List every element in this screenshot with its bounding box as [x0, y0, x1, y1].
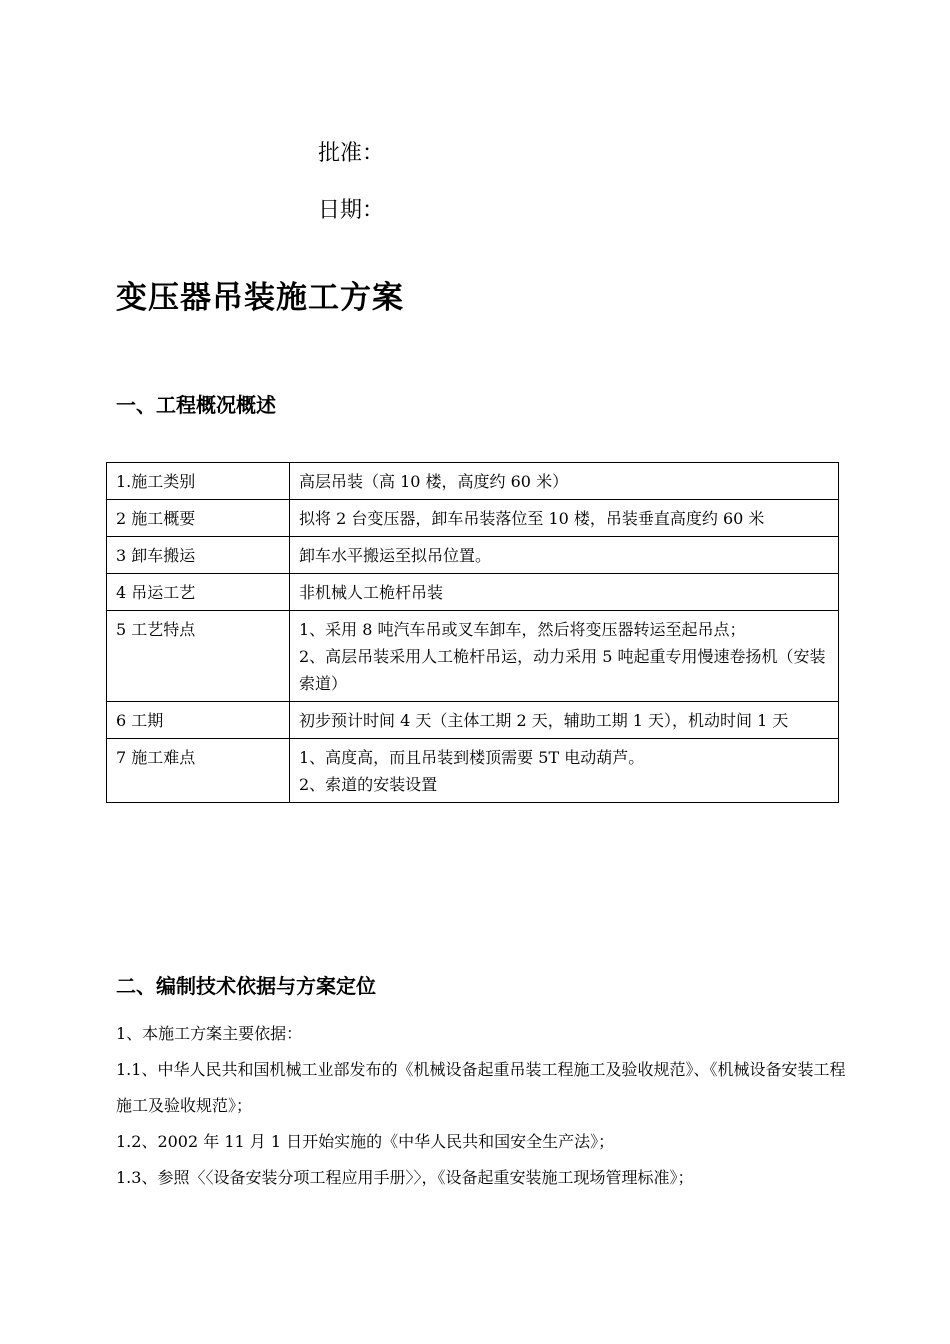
basis-paragraphs	[116, 1016, 846, 1196]
document-title: 变压器吊装施工方案	[116, 280, 404, 316]
row-value	[290, 500, 839, 537]
row-label: 4 吊运工艺	[107, 574, 290, 611]
row-label: 7 施工难点	[107, 739, 290, 803]
basis-paragraph: 1.3、参照〈〈设备安装分项工程应用手册〉〉，《设备起重安装施工现场管理标准》；	[116, 1168, 694, 1187]
row-label: 1.施工类别	[107, 463, 290, 500]
basis-paragraph: 1.2、2002 年 11 月 1 日开始实施的《中华人民共和国安全生产法》；	[116, 1132, 615, 1151]
row-value	[290, 537, 839, 574]
row-value	[290, 611, 839, 702]
table-row	[107, 574, 839, 611]
row-value-line: 1、高度高，而且吊装到楼顶需要 5T 电动葫芦。	[299, 748, 645, 767]
row-label: 3 卸车搬运	[107, 537, 290, 574]
table-row	[107, 537, 839, 574]
row-label: 2 施工概要	[107, 500, 290, 537]
row-value-line: 2、高层吊装采用人工桅杆吊运，动力采用 5 吨起重专用慢速卷扬机（安装索道）	[299, 647, 826, 693]
row-label: 5 工艺特点	[107, 611, 290, 702]
overview-table	[106, 462, 839, 803]
row-label: 6 工期	[107, 702, 290, 739]
table-row	[107, 611, 839, 702]
table-row	[107, 463, 839, 500]
row-value-line: 拟将 2 台变压器，卸车吊装落位至 10 楼，吊装垂直高度约 60 米	[299, 509, 765, 528]
basis-paragraph: 1、本施工方案主要依据：	[116, 1024, 303, 1043]
table-row	[107, 739, 839, 803]
date-label: 日期：	[318, 198, 385, 223]
table-row	[107, 702, 839, 739]
basis-paragraph: 1.1、中华人民共和国机械工业部发布的《机械设备起重吊装工程施工及验收规范》、《机械设备安装工程施工及验收规范》；	[116, 1060, 846, 1115]
row-value-line: 高层吊装（高 10 楼，高度约 60 米）	[299, 472, 569, 491]
row-value-line: 初步预计时间 4 天（主体工期 2 天，辅助工期 1 天），机动时间 1 天	[299, 711, 789, 730]
overview-table-body	[107, 463, 839, 803]
row-value-line: 非机械人工桅杆吊装	[299, 583, 444, 602]
table-row	[107, 500, 839, 537]
row-value-line: 卸车水平搬运至拟吊位置。	[299, 546, 492, 565]
row-value-line: 2、索道的安装设置	[299, 775, 438, 794]
row-value	[290, 739, 839, 803]
row-value	[290, 574, 839, 611]
row-value	[290, 702, 839, 739]
row-value	[290, 463, 839, 500]
row-value-line: 1、采用 8 吨汽车吊或叉车卸车，然后将变压器转运至起吊点；	[299, 620, 746, 639]
section-heading-basis: 二、编制技术依据与方案定位	[116, 974, 376, 998]
approval-label: 批准：	[318, 141, 385, 166]
section-heading-overview: 一、工程概况概述	[116, 393, 276, 417]
